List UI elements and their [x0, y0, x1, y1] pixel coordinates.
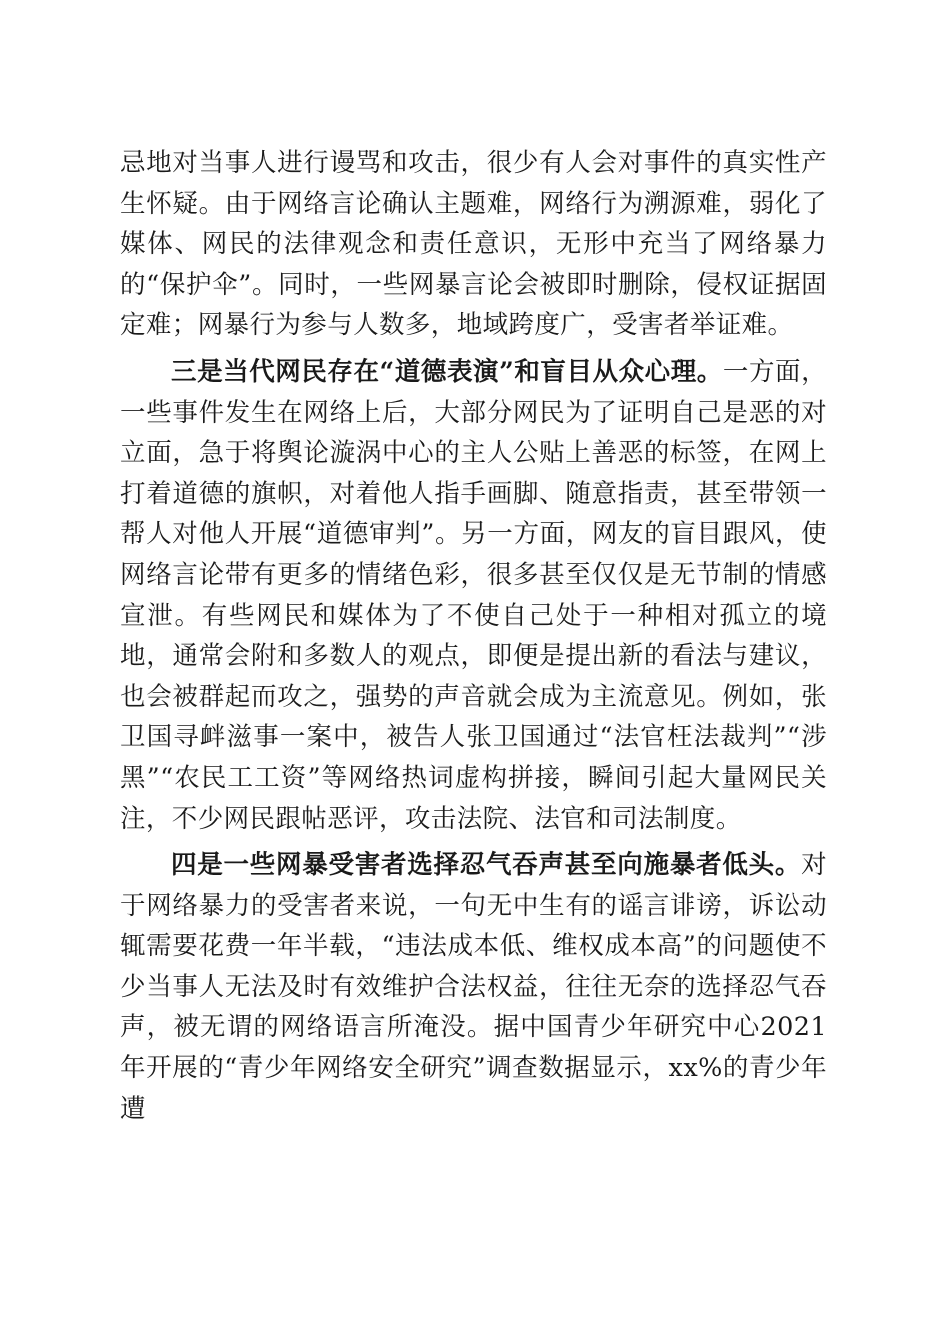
paragraph-point-three	[120, 352, 827, 839]
paragraph-text: 一方面，一些事件发生在网络上后，大部分网民为了证明自己是恶的对立面，急于将舆论漩涡中心的主人公贴上善恶的标签，在网上打着道德的旗帜，对着他人指手画脚、随意指责，甚至带领一帮人对他人开展“道德审判”。另一方面，网友的盲目跟风，使网络言论带有更多的情绪色彩，很多甚至仅仅是无节制的情感宣泄。有些网民和媒体为了不使自己处于一种相对孤立的境地，通常会附和多数人的观点，即便是提出新的看法与建议，也会被群起而攻之，强势的声音就会成为主流意见。例如，张卫国寻衅滋事一案中，被告人张卫国通过“法官枉法裁判”“涉黑”“农民工工资”等网络热词虚构拼接，瞬间引起大量网民关注，不少网民跟帖恶评，攻击法院、法官和司法制度。	[120, 356, 828, 834]
paragraph-text: 对于网络暴力的受害者来说，一句无中生有的谣言诽谤，诉讼动辄需要花费一年半载，“违法成本低、维权成本高”的问题使不少当事人无法及时有效维护合法权益，往往无奈的选择忍气吞声，被无谓的网络语言所淹没。据中国青少年研究中心2021年开展的“青少年网络安全研究”调查数据显示，xx%的青少年遭	[120, 850, 827, 1124]
paragraph-point-four	[120, 845, 827, 1129]
paragraph-lead-sentence: 三是当代网民存在“道德表演”和盲目从众心理。	[171, 356, 723, 387]
paragraph-text: 忌地对当事人进行谩骂和攻击，很少有人会对事件的真实性产生怀疑。由于网络言论确认主题难，网络行为溯源难，弱化了媒体、网民的法律观念和责任意识，无形中充当了网络暴力的“保护伞”。同时，一些网暴言论会被即时删除，侵权证据固定难；网暴行为参与人数多，地域跨度广，受害者举证难。	[120, 148, 827, 341]
document-page	[120, 143, 827, 1135]
paragraph-lead-sentence: 四是一些网暴受害者选择忍气吞声甚至向施暴者低头。	[171, 850, 802, 881]
paragraph-continuation	[120, 143, 827, 346]
